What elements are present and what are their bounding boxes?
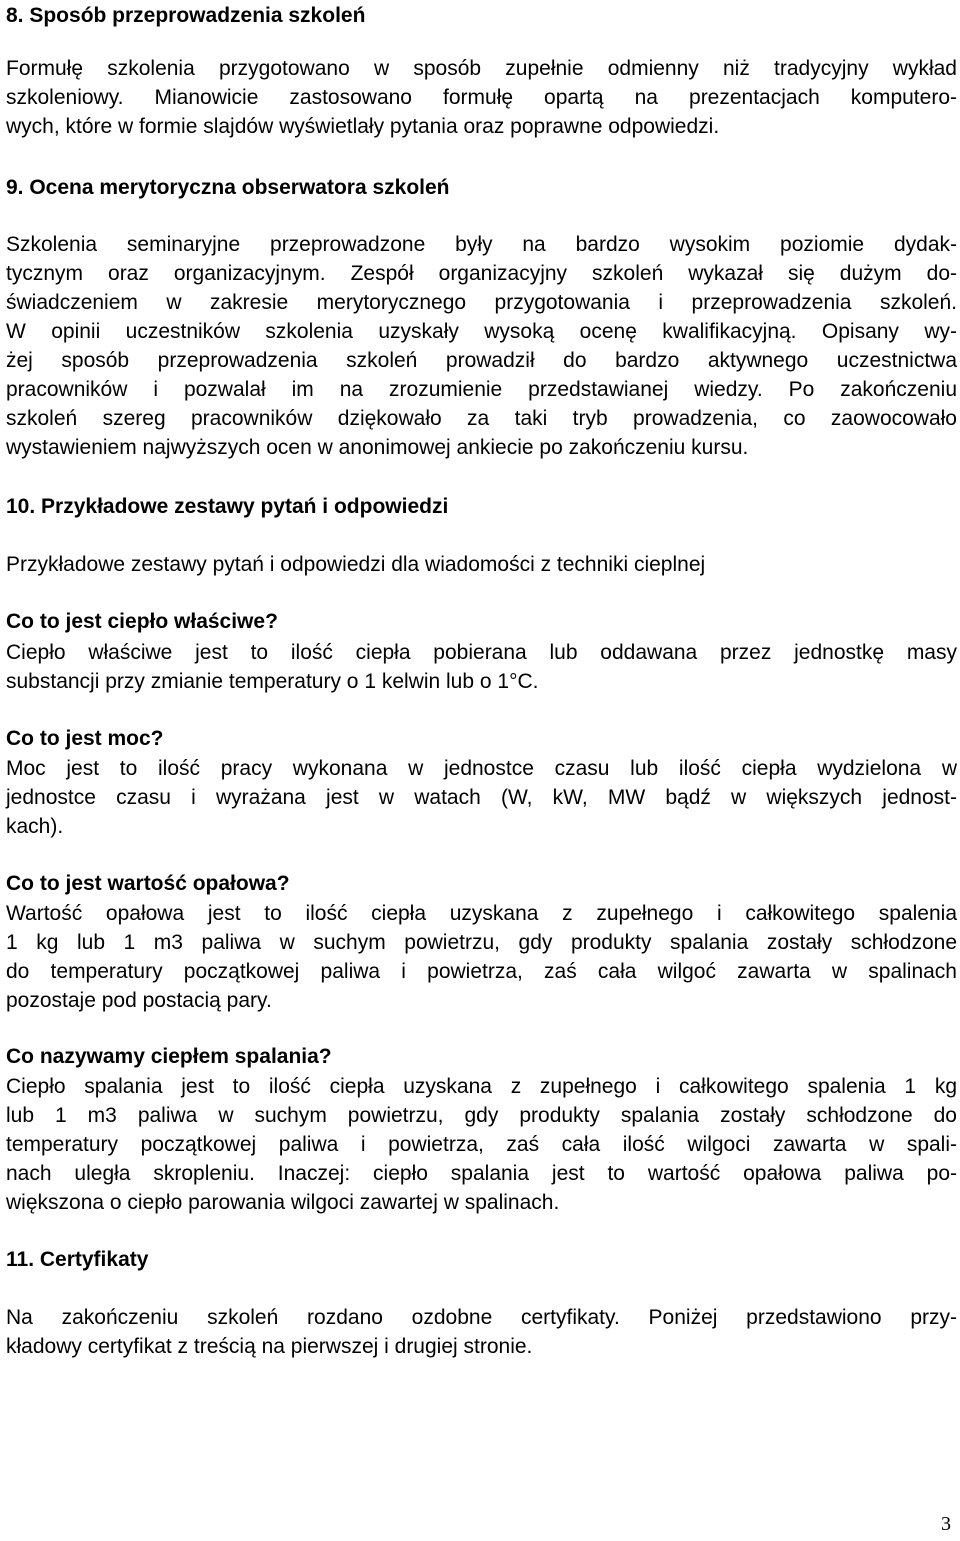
question-heading: Co nazywamy ciepłem spalania? <box>6 1045 332 1068</box>
section-8-paragraph <box>6 54 957 141</box>
text-line: kładowy certyfikat z treścią na pierwszej i drugiej stronie. <box>6 1335 533 1358</box>
section-11-heading: 11. Certyfikaty <box>6 1248 149 1271</box>
text-line: świadczeniem w zakresie merytorycznego przygotowania i przeprowadzenia szkoleń. <box>6 291 957 314</box>
text-line: szkoleń szereg pracowników dziękowało za taki tryb prowadzenia, co zaowocowało <box>6 407 957 430</box>
answer-paragraph <box>6 899 957 1015</box>
text-line: temperatury początkowej paliwa i powietrza, zaś cała ilość wilgoci zawarta w spali- <box>6 1133 957 1156</box>
section-9-paragraph <box>6 230 957 462</box>
text-line: Przykładowe zestawy pytań i odpowiedzi dla wiadomości z techniki cieplnej <box>6 553 706 576</box>
text-line: żej sposób przeprowadzenia szkoleń prowadził do bardzo aktywnego uczestnictwa <box>6 349 957 372</box>
text-line: wystawieniem najwyższych ocen w anonimowej ankiecie po zakończeniu kursu. <box>6 436 749 459</box>
section-11-paragraph <box>6 1303 957 1361</box>
answer-paragraph <box>6 638 957 696</box>
section-10-intro <box>6 550 957 579</box>
text-line: pozostaje pod postacią pary. <box>6 989 272 1012</box>
answer-paragraph <box>6 1072 957 1217</box>
text-line: Formułę szkolenia przygotowano w sposób zupełnie odmienny niż tradycyjny wykład <box>6 57 957 80</box>
page-number: 3 <box>941 1513 951 1535</box>
text-line: szkoleniowy. Mianowicie zastosowano formułę opartą na prezentacjach komputero- <box>6 86 957 109</box>
text-line: lub 1 m3 paliwa w suchym powietrzu, gdy produkty spalania zostały schłodzone do <box>6 1104 957 1127</box>
text-line: wych, które w formie slajdów wyświetlały pytania oraz poprawne odpowiedzi. <box>6 115 720 138</box>
text-line: W opinii uczestników szkolenia uzyskały wysoką ocenę kwalifikacyjną. Opisany wy- <box>6 320 957 343</box>
text-line: Ciepło spalania jest to ilość ciepła uzyskana z zupełnego i całkowitego spalenia 1 kg <box>6 1075 957 1098</box>
text-line: Na zakończeniu szkoleń rozdano ozdobne certyfikaty. Poniżej przedstawiono przy- <box>6 1306 957 1329</box>
text-line: do temperatury początkowej paliwa i powietrza, zaś cała wilgoć zawarta w spalinach <box>6 960 957 983</box>
section-8-heading: 8. Sposób przeprowadzenia szkoleń <box>6 4 366 27</box>
text-line: nach uległa skropleniu. Inaczej: ciepło spalania jest to wartość opałowa paliwa po- <box>6 1162 957 1185</box>
question-heading: Co to jest wartość opałowa? <box>6 872 290 895</box>
text-line: Ciepło właściwe jest to ilość ciepła pobierana lub oddawana przez jednostkę masy <box>6 641 957 664</box>
answer-paragraph <box>6 754 957 841</box>
section-10-heading: 10. Przykładowe zestawy pytań i odpowiedzi <box>6 495 449 518</box>
text-line: kach). <box>6 815 64 838</box>
question-heading: Co to jest ciepło właściwe? <box>6 610 278 633</box>
question-heading: Co to jest moc? <box>6 727 164 750</box>
text-line: większona o ciepło parowania wilgoci zawartej w spalinach. <box>6 1191 560 1214</box>
text-line: Moc jest to ilość pracy wykonana w jednostce czasu lub ilość ciepła wydzielona w <box>6 757 957 780</box>
text-line: substancji przy zmianie temperatury o 1 kelwin lub o 1°C. <box>6 670 539 693</box>
text-line: Wartość opałowa jest to ilość ciepła uzyskana z zupełnego i całkowitego spalenia <box>6 902 957 925</box>
section-9-heading: 9. Ocena merytoryczna obserwatora szkoleń <box>6 176 450 199</box>
text-line: Szkolenia seminaryjne przeprowadzone były na bardzo wysokim poziomie dydak- <box>6 233 957 256</box>
text-line: 1 kg lub 1 m3 paliwa w suchym powietrzu, gdy produkty spalania zostały schłodzone <box>6 931 957 954</box>
text-line: tycznym oraz organizacyjnym. Zespół organizacyjny szkoleń wykazał się dużym do- <box>6 262 957 285</box>
text-line: jednostce czasu i wyrażana jest w watach (W, kW, MW bądź w większych jednost- <box>6 786 957 809</box>
text-line: pracowników i pozwalał im na zrozumienie przedstawianej wiedzy. Po zakończeniu <box>6 378 957 401</box>
